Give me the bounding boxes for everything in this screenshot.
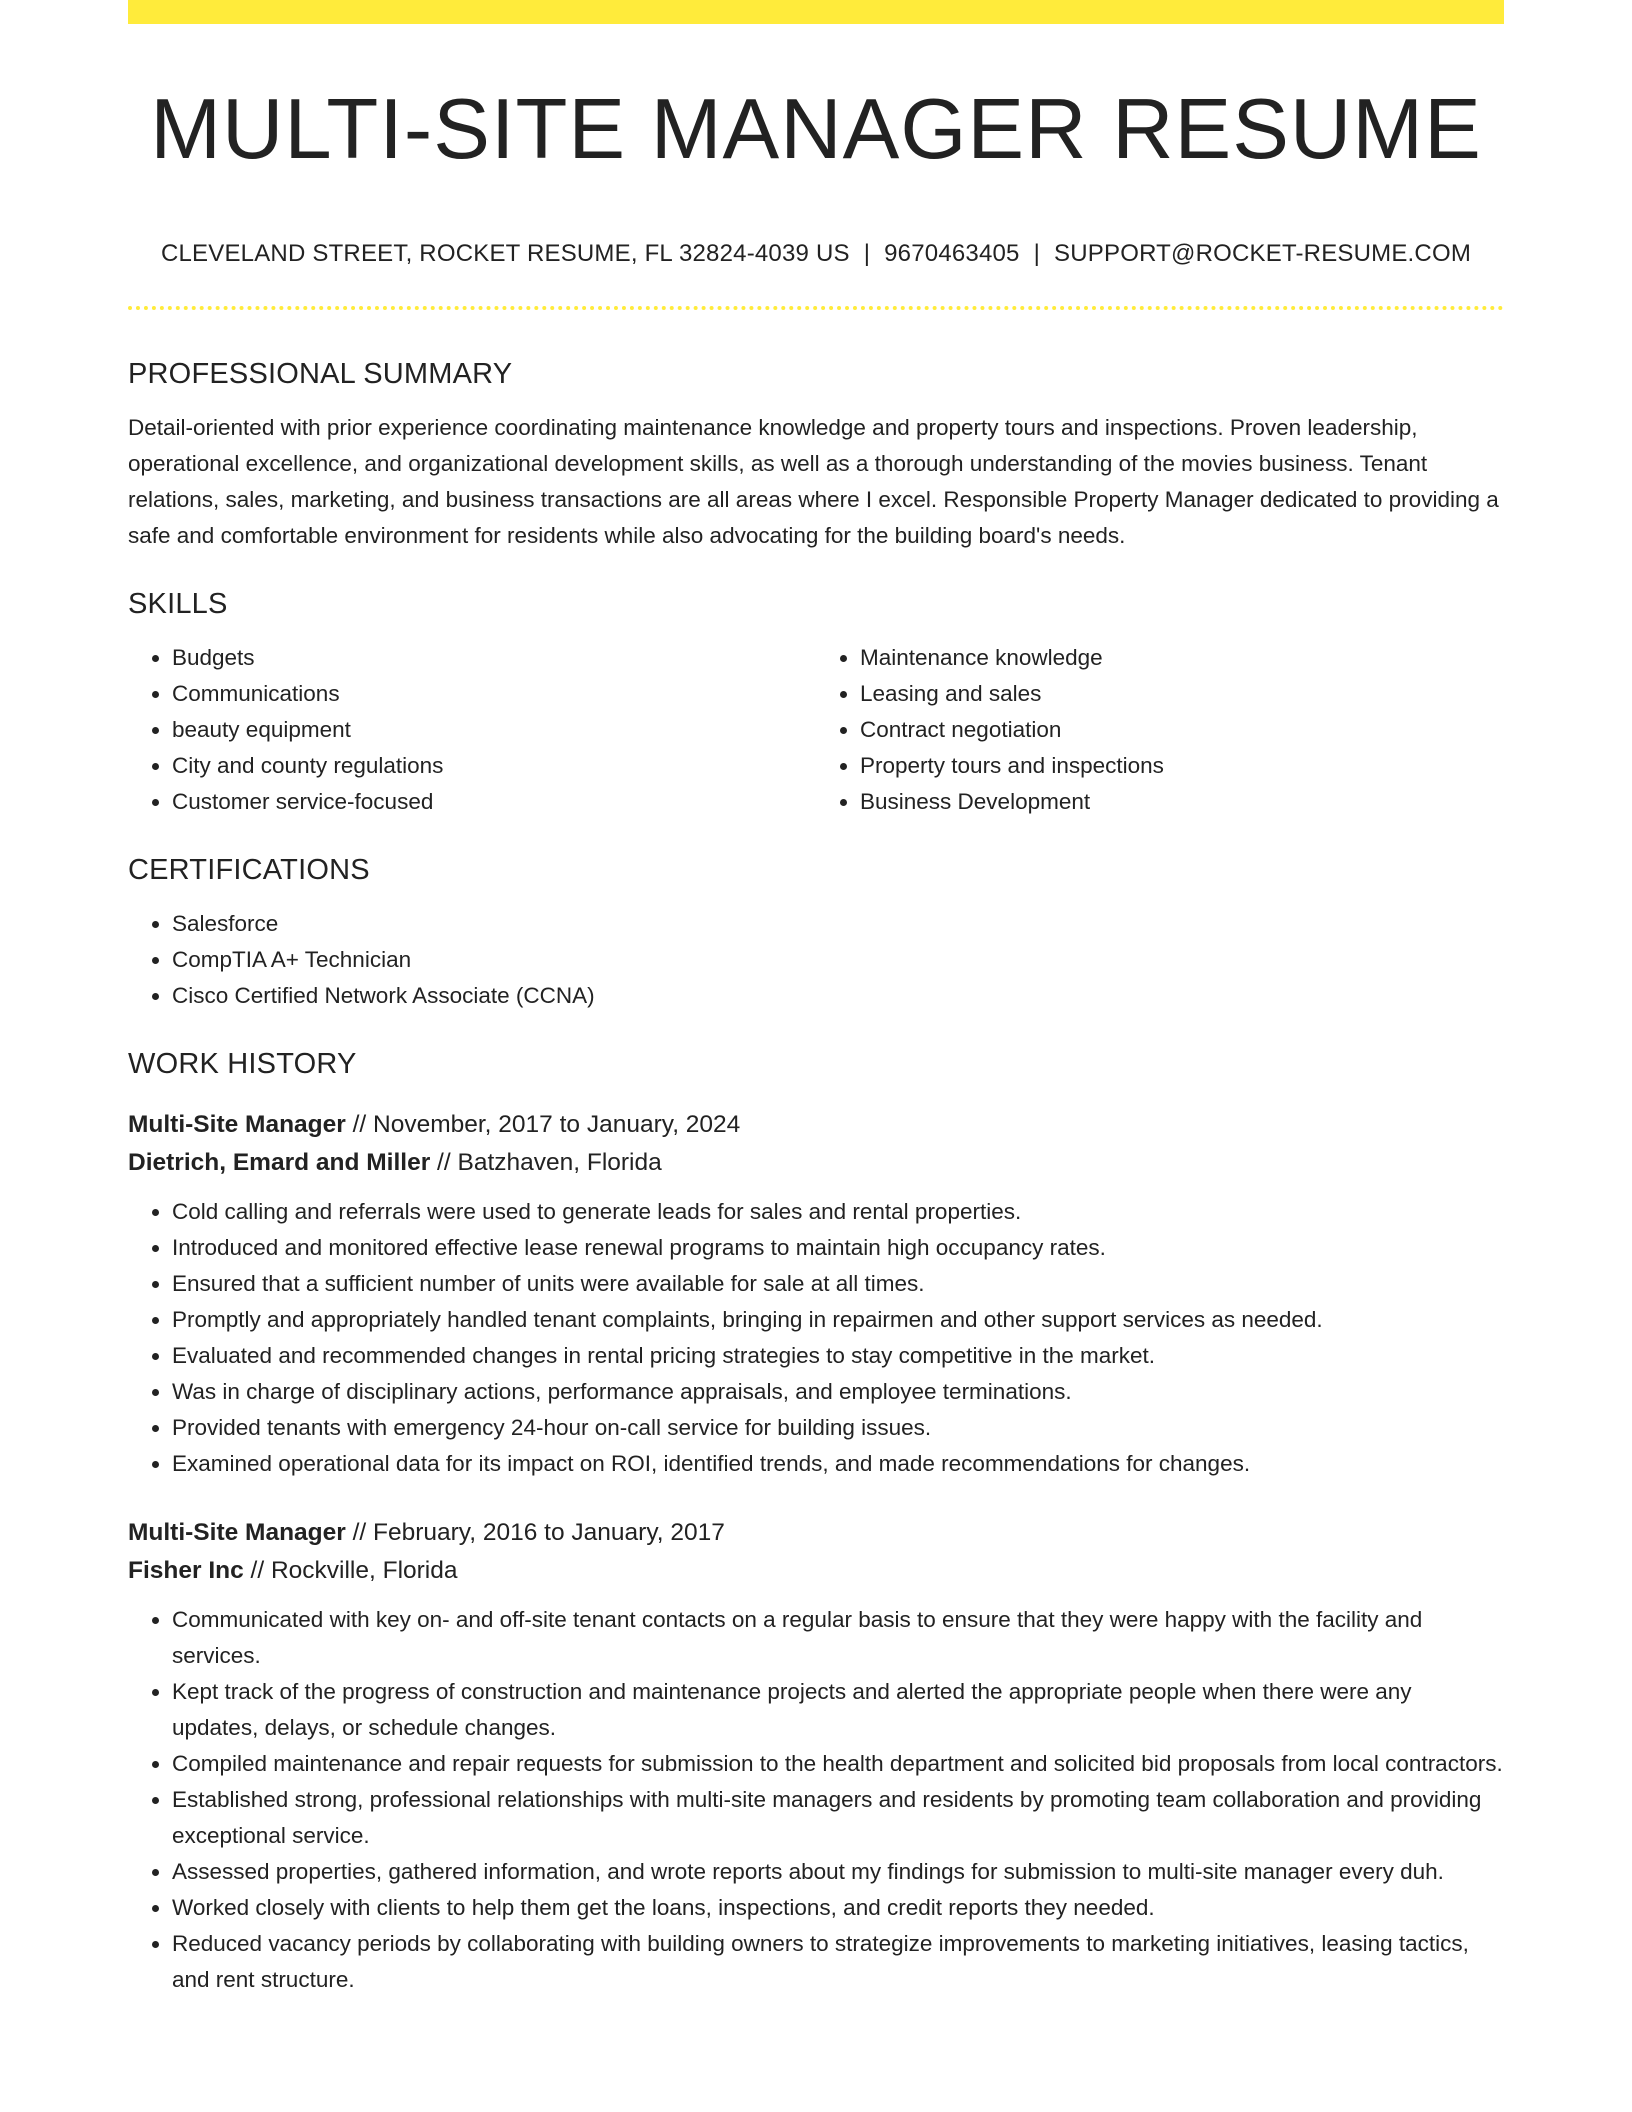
job-bullet: • Worked closely with clients to help them get the loans, inspections, and credit reports they needed.: [172, 1890, 1504, 1926]
job-bullet: • Ensured that a sufficient number of units were available for sale at all times.: [172, 1266, 1504, 1302]
resume-title: MULTI-SITE MANAGER RESUME: [150, 82, 1482, 177]
certifications-heading: CERTIFICATIONS: [128, 854, 370, 886]
certification-item: • Cisco Certified Network Associate (CCNA): [172, 978, 1504, 1014]
certifications-list: [128, 906, 1504, 1014]
job-title: Multi-Site Manager: [128, 1111, 346, 1138]
certifications-section: [128, 848, 1504, 1014]
job-entry: [128, 1514, 1504, 1998]
skills-section: [128, 582, 1504, 820]
job-company-line: [128, 1552, 1504, 1590]
job-title-line: [128, 1514, 1504, 1552]
skill-item: • Budgets: [172, 640, 816, 676]
contact-separator: |: [1033, 240, 1041, 267]
accent-bar: [128, 0, 1504, 24]
job-entry: [128, 1106, 1504, 1482]
skill-item: • Maintenance knowledge: [860, 640, 1504, 676]
skill-item: • Communications: [172, 676, 816, 712]
skills-heading: SKILLS: [128, 588, 228, 620]
job-header: [128, 1106, 1504, 1182]
skill-item: • beauty equipment: [172, 712, 816, 748]
certification-item: • CompTIA A+ Technician: [172, 942, 1504, 978]
job-bullet: • Promptly and appropriately handled tenant complaints, bringing in repairmen and other support services as needed.: [172, 1302, 1504, 1338]
job-bullet: • Compiled maintenance and repair requests for submission to the health department and solicited bid proposals from local contractors.: [172, 1746, 1504, 1782]
skill-item: • Property tours and inspections: [860, 748, 1504, 784]
job-bullet: • Cold calling and referrals were used to generate leads for sales and rental properties.: [172, 1194, 1504, 1230]
job-bullets: [128, 1194, 1504, 1482]
job-bullet: • Was in charge of disciplinary actions, performance appraisals, and employee terminations.: [172, 1374, 1504, 1410]
job-bullet: • Provided tenants with emergency 24-hour on-call service for building issues.: [172, 1410, 1504, 1446]
dotted-divider: [128, 306, 1504, 310]
skill-item: • City and county regulations: [172, 748, 816, 784]
job-bullet: • Evaluated and recommended changes in rental pricing strategies to stay competitive in the market.: [172, 1338, 1504, 1374]
skill-item: • Customer service-focused: [172, 784, 816, 820]
job-bullet: • Assessed properties, gathered information, and wrote reports about my findings for submission to multi-site manager every duh.: [172, 1854, 1504, 1890]
work-history-section: [128, 1042, 1504, 1998]
job-dates: // November, 2017 to January, 2024: [345, 1111, 741, 1138]
skill-item: • Contract negotiation: [860, 712, 1504, 748]
job-bullets: [128, 1602, 1504, 1998]
skills-list-right: [816, 640, 1504, 820]
contact-address: CLEVELAND STREET, ROCKET RESUME, FL 32824-4039 US: [160, 240, 850, 267]
skill-item: • Leasing and sales: [860, 676, 1504, 712]
skill-item: • Business Development: [860, 784, 1504, 820]
job-company-line: [128, 1144, 1504, 1182]
job-company: Dietrich, Emard and Miller: [128, 1149, 431, 1176]
certification-item: • Salesforce: [172, 906, 1504, 942]
job-bullet: • Introduced and monitored effective lease renewal programs to maintain high occupancy rates.: [172, 1230, 1504, 1266]
skills-list-left: [128, 640, 816, 820]
summary-section: [128, 352, 1504, 554]
summary-text: Detail-oriented with prior experience coordinating maintenance knowledge and property tours and inspections. Proven leadership, operational excellence, and organizational development skills, as well as a thorough understanding of the movies business. Tenant relations, sales, marketing, and business transactions are all areas where I excel. Responsible Property Manager dedicated to providing a safe and comfortable environment for residents while also advocating for the building board's needs.: [128, 415, 1499, 548]
resume-content: [128, 352, 1504, 1998]
job-header: [128, 1514, 1504, 1590]
job-bullet: • Established strong, professional relationships with multi-site managers and residents by promoting team collaboration and providing exceptional service.: [172, 1782, 1504, 1854]
job-bullet: • Communicated with key on- and off-site tenant contacts on a regular basis to ensure that they were happy with the facility and services.: [172, 1602, 1504, 1674]
job-bullet: • Reduced vacancy periods by collaborating with building owners to strategize improvements to marketing initiatives, leasing tactics, and rent structure.: [172, 1926, 1504, 1998]
summary-heading: PROFESSIONAL SUMMARY: [128, 358, 513, 390]
contact-email: SUPPORT@ROCKET-RESUME.COM: [1054, 240, 1472, 267]
job-bullet: • Kept track of the progress of construction and maintenance projects and alerted the appropriate people when there were any updates, delays, or schedule changes.: [172, 1674, 1504, 1746]
job-company: Fisher Inc: [128, 1557, 244, 1584]
skills-columns: [128, 640, 1504, 820]
contact-line: [128, 236, 1504, 272]
work-history-heading: WORK HISTORY: [128, 1048, 357, 1080]
job-location: // Rockville, Florida: [243, 1557, 458, 1584]
job-bullet: • Examined operational data for its impact on ROI, identified trends, and made recommendations for changes.: [172, 1446, 1504, 1482]
job-title: Multi-Site Manager: [128, 1519, 346, 1546]
job-dates: // February, 2016 to January, 2017: [345, 1519, 725, 1546]
job-title-line: [128, 1106, 1504, 1144]
contact-phone: 9670463405: [884, 240, 1020, 267]
contact-separator: |: [863, 240, 871, 267]
job-location: // Batzhaven, Florida: [430, 1149, 662, 1176]
